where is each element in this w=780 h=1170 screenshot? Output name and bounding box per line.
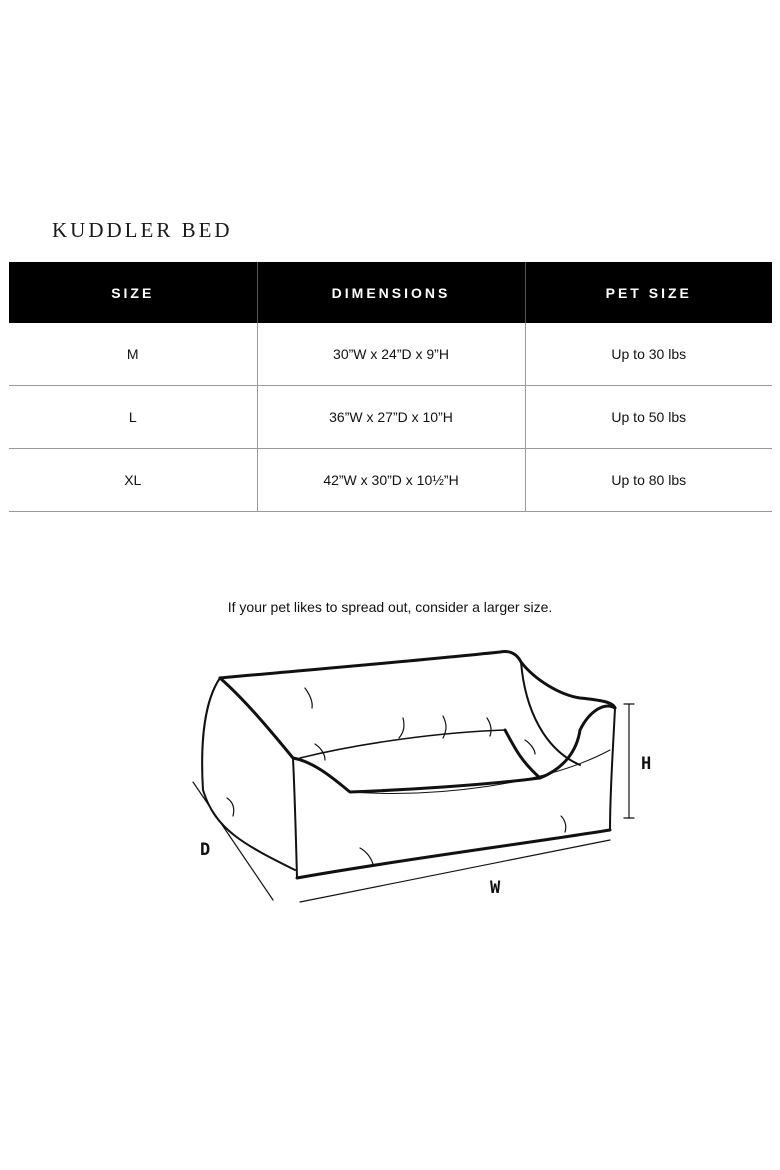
page-title: KUDDLER BED bbox=[52, 218, 233, 242]
cell-dimensions: 30”W x 24”D x 9”H bbox=[257, 323, 525, 386]
cell-size: M bbox=[9, 323, 257, 386]
cell-pet-size: Up to 50 lbs bbox=[525, 386, 772, 449]
bed-right-side bbox=[610, 708, 615, 830]
table-row bbox=[9, 323, 772, 386]
cell-dimensions: 36”W x 27”D x 10”H bbox=[257, 386, 525, 449]
bed-cushion bbox=[293, 730, 540, 792]
height-label: H bbox=[641, 754, 652, 774]
cell-size: XL bbox=[9, 449, 257, 512]
bed-back-rim bbox=[220, 651, 615, 708]
cell-pet-size: Up to 80 lbs bbox=[525, 449, 772, 512]
bed-left-inner bbox=[220, 678, 293, 758]
header-dimensions: DIMENSIONS bbox=[257, 262, 525, 323]
cell-dimensions: 42”W x 30”D x 10½”H bbox=[257, 449, 525, 512]
size-advice-note: If your pet likes to spread out, consider a larger size. bbox=[227, 599, 553, 615]
cell-pet-size: Up to 30 lbs bbox=[525, 323, 772, 386]
depth-label: D bbox=[200, 840, 211, 860]
header-pet-size: PET SIZE bbox=[525, 262, 772, 323]
table-header-row bbox=[9, 262, 772, 323]
width-label: W bbox=[490, 878, 501, 898]
table-row bbox=[9, 386, 772, 449]
cell-size: L bbox=[9, 386, 257, 449]
table-row bbox=[9, 449, 772, 512]
bed-illustration bbox=[185, 640, 665, 910]
header-size: SIZE bbox=[9, 262, 257, 323]
size-chart-table bbox=[9, 262, 772, 512]
